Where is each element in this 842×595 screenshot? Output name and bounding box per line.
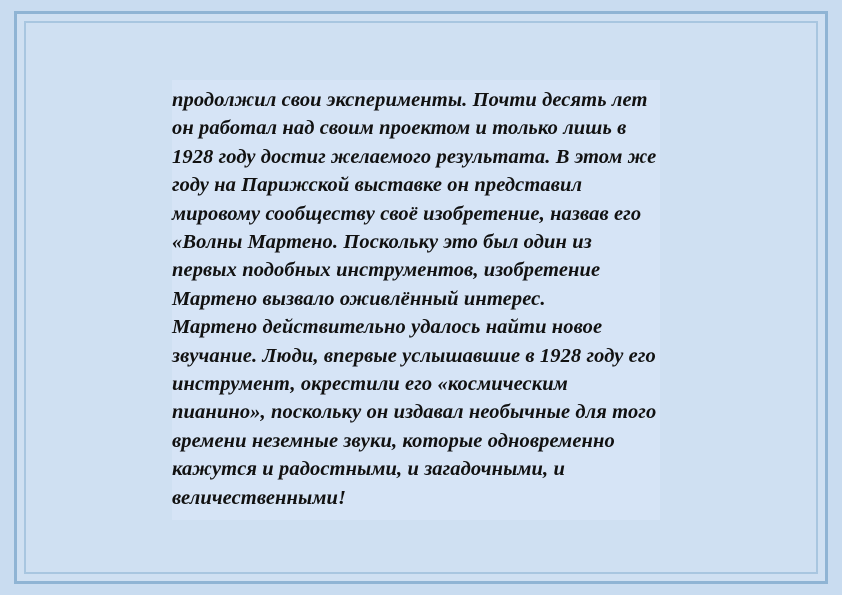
paragraph-1: продолжил свои эксперименты. Почти десять лет он работал над своим проектом и только лишь в 1928 году достиг желаемого результата. В этом же году на Парижской выставке он представил мировому сообществу своё изобретение, назвав его «Волны Мартено. Поскольку это был один из первых подобных инструментов, изобретение Мартено вызвало оживлённый интерес. (172, 89, 662, 310)
slide-text-block (172, 80, 660, 520)
paragraph-2: Мартено действительно удалось найти новое звучание. Люди, впервые услышавшие в 1928 году его инструмент, окрестили его «космическим пианино», поскольку он издавал необычные для того времени неземные звуки, которые одновременно кажутся и радостными, и загадочными, и величественными! (172, 316, 662, 509)
